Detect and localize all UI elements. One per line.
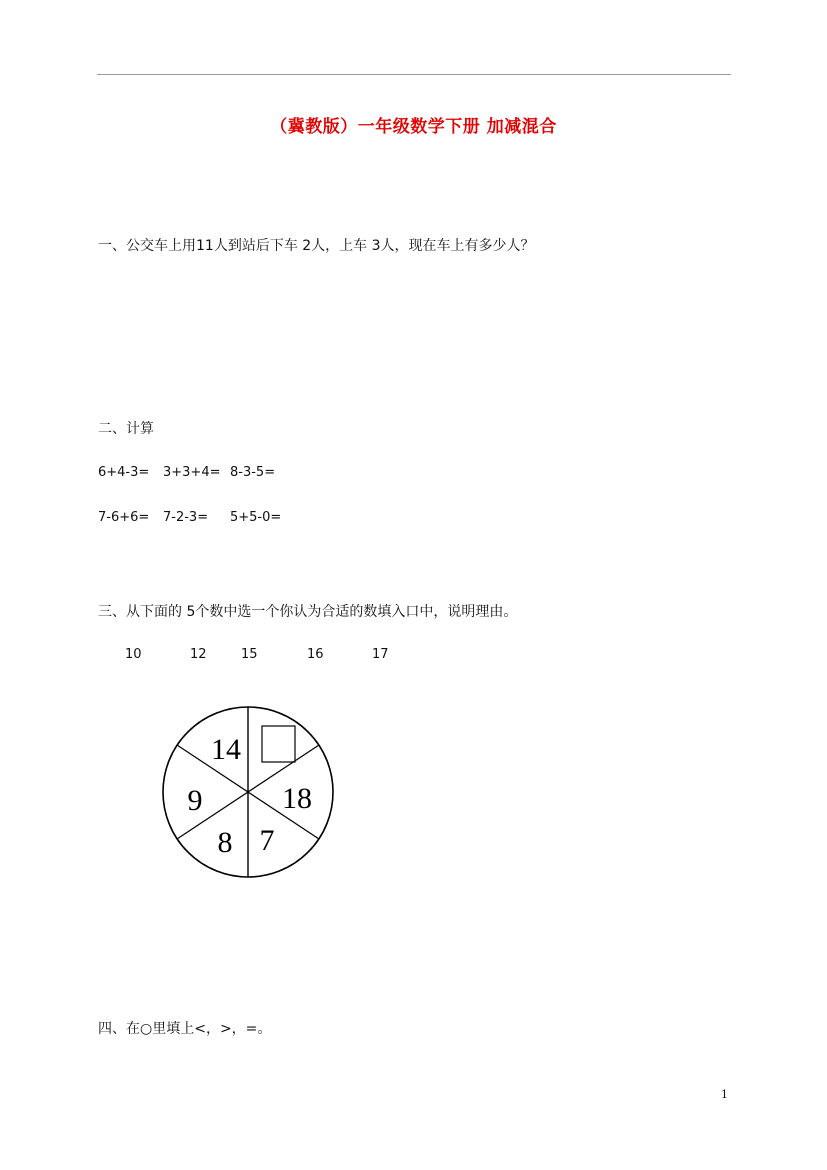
answer-box[interactable] (262, 726, 295, 762)
number-wheel (162, 704, 342, 882)
header-rule (97, 74, 731, 75)
choice-number: 15 (241, 647, 258, 662)
question-1: 一、公交车上用11人到站后下车 2人，上车 3人，现在车上有多少人？ (98, 238, 535, 254)
page-number: 1 (721, 1088, 728, 1101)
choice-number: 12 (190, 647, 207, 662)
calc-expression: 6+4-3= (98, 465, 150, 480)
choice-number: 10 (125, 647, 142, 662)
choice-number: 16 (307, 647, 324, 662)
wheel-number: 7 (259, 824, 275, 857)
choice-number: 17 (372, 647, 389, 662)
question-2-heading: 二、计算 (98, 421, 154, 437)
page-title: （冀教版）一年级数学下册 加减混合 (270, 117, 557, 137)
wheel-number: 14 (211, 733, 241, 766)
calc-expression: 7-2-3= (163, 510, 209, 525)
wheel-number: 9 (187, 784, 203, 817)
wheel-number: 8 (217, 826, 233, 859)
calc-expression: 8-3-5= (230, 465, 276, 480)
calc-expression: 3+3+4= (163, 465, 221, 480)
calc-expression: 5+5-0= (230, 510, 282, 525)
wheel-number: 18 (282, 782, 312, 815)
question-4: 四、在○里填上<，>，=。 (98, 1021, 272, 1037)
question-3: 三、从下面的 5个数中选一个你认为合适的数填入口中，说明理由。 (98, 604, 518, 620)
calc-expression: 7-6+6= (98, 510, 150, 525)
